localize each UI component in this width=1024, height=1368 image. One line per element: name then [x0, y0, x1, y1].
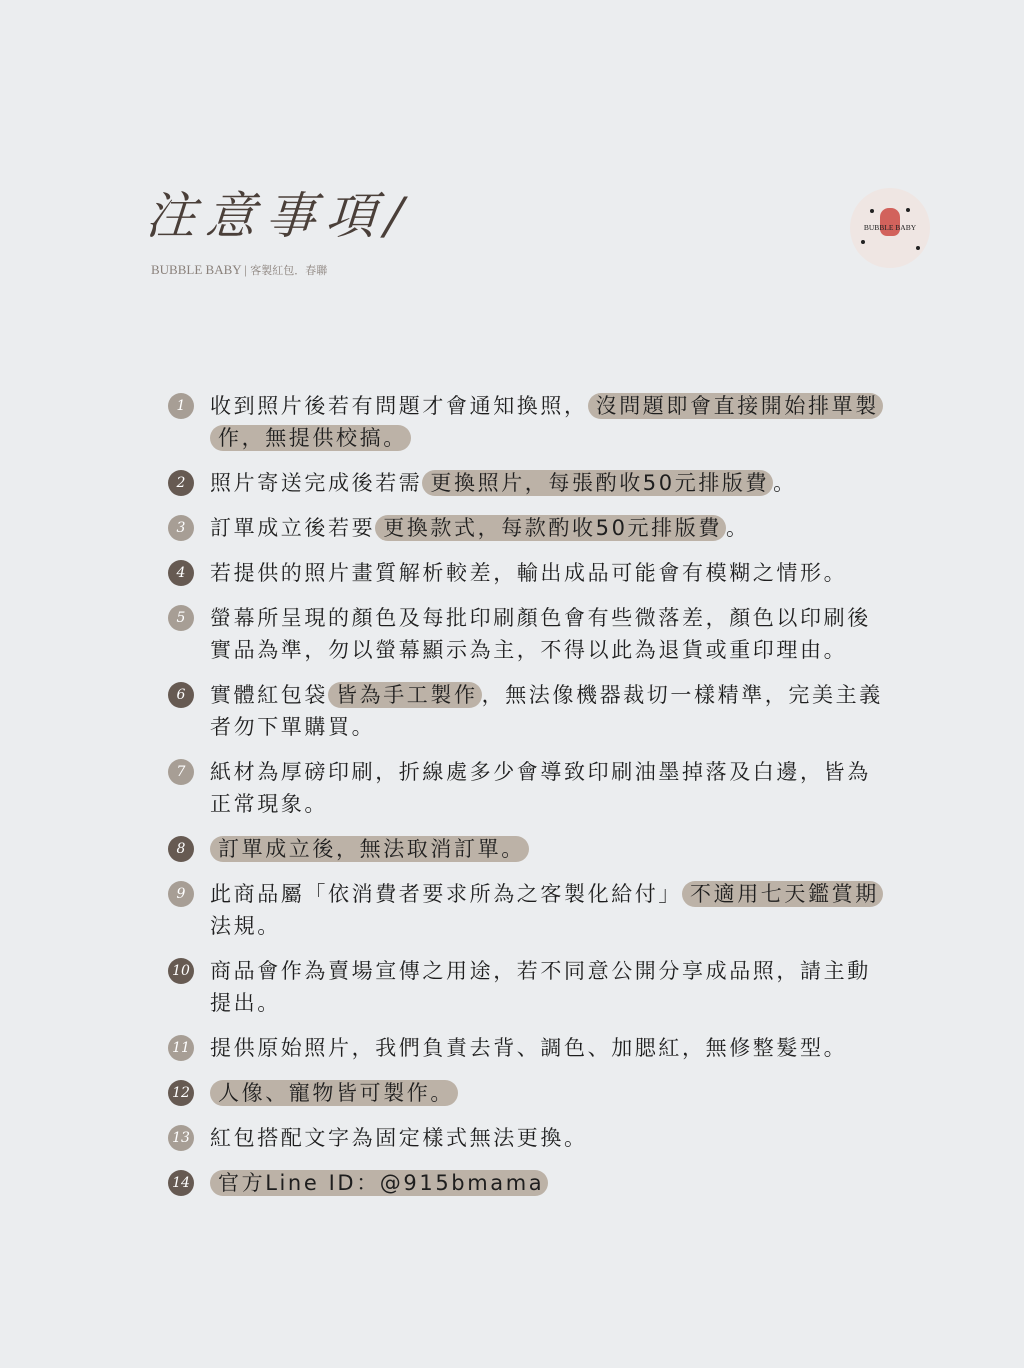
text-segment: 紅包搭配文字為固定樣式無法更換。	[210, 1126, 588, 1150]
dot-icon	[861, 240, 865, 244]
notice-item	[168, 756, 898, 820]
notice-item	[168, 679, 898, 743]
item-number-badge: 8	[168, 836, 194, 862]
item-number-badge: 3	[168, 515, 194, 541]
text-segment: 收到照片後若有問題才會通知換照，	[210, 394, 588, 418]
dot-icon	[870, 209, 874, 213]
item-text	[210, 955, 890, 1019]
item-number-badge: 4	[168, 560, 194, 586]
notice-item	[168, 1167, 898, 1199]
notice-item	[168, 557, 898, 589]
text-segment: 訂單成立後若要	[210, 516, 376, 540]
item-number-badge: 14	[168, 1170, 194, 1196]
brand-tagline: 客製紅包．春聯	[250, 264, 328, 277]
text-segment: 若提供的照片畫質解析較差，輸出成品可能會有模糊之情形。	[210, 561, 848, 585]
item-number-badge: 12	[168, 1080, 194, 1106]
item-text	[210, 1122, 890, 1154]
item-text	[210, 878, 890, 942]
page-title: 注意事項/	[143, 187, 415, 245]
notice-item	[168, 833, 898, 865]
text-segment: 提供原始照片，我們負責去背、調色、加腮紅，無修整髮型。	[210, 1036, 848, 1060]
text-segment: ，無法像機器裁切一樣精準，完美主義者勿下單購買。	[210, 683, 883, 739]
item-number-badge: 9	[168, 881, 194, 907]
brand-subtitle	[151, 262, 327, 278]
text-segment: 實體紅包袋	[210, 683, 328, 707]
dot-icon	[916, 246, 920, 250]
item-number-badge: 5	[168, 605, 194, 631]
item-text	[210, 557, 890, 589]
notice-item	[168, 467, 898, 499]
item-number-badge: 1	[168, 393, 194, 419]
logo-text: BUBBLE BABY	[863, 223, 917, 232]
item-number-badge: 2	[168, 470, 194, 496]
notice-item	[168, 602, 898, 666]
text-segment: 商品會作為賣場宣傳之用途，若不同意公開分享成品照，請主動提出。	[210, 959, 871, 1015]
notice-item	[168, 1032, 898, 1064]
item-number-badge: 10	[168, 958, 194, 984]
highlighted-text: 不適用七天鑑賞期	[682, 881, 883, 907]
text-segment: 。	[725, 516, 750, 540]
text-segment: 紙材為厚磅印刷，折線處多少會導致印刷油墨掉落及白邊，皆為正常現象。	[210, 760, 871, 816]
item-text	[210, 679, 890, 743]
item-text	[210, 390, 890, 454]
notice-item	[168, 878, 898, 942]
highlighted-text: 沒問題即會直接開始排單製作，無提供校搞。	[210, 393, 883, 451]
notice-item	[168, 955, 898, 1019]
notice-item	[168, 390, 898, 454]
notice-list	[168, 390, 898, 1212]
item-text	[210, 1167, 890, 1199]
text-segment: 照片寄送完成後若需	[210, 471, 423, 495]
item-number-badge: 7	[168, 759, 194, 785]
highlighted-text: 皆為手工製作	[328, 682, 482, 708]
subtitle-divider: |	[244, 262, 248, 277]
item-text	[210, 1032, 890, 1064]
item-text	[210, 512, 890, 544]
item-text	[210, 833, 890, 865]
notice-item	[168, 1122, 898, 1154]
item-text	[210, 756, 890, 820]
notice-item	[168, 512, 898, 544]
dot-icon	[906, 208, 910, 212]
item-text	[210, 467, 890, 499]
highlighted-text: 更換照片，每張酌收50元排版費	[422, 470, 773, 496]
text-segment: 螢幕所呈現的顏色及每批印刷顏色會有些微落差，顏色以印刷後實品為準，勿以螢幕顯示為主，不得以此為退貨或重印理由。	[210, 606, 871, 662]
highlighted-text: 人像、寵物皆可製作。	[210, 1080, 458, 1106]
item-number-badge: 13	[168, 1125, 194, 1151]
highlighted-text: 訂單成立後，無法取消訂單。	[210, 836, 529, 862]
highlighted-text: 更換款式，每款酌收50元排版費	[375, 515, 726, 541]
text-segment: 此商品屬「依消費者要求所為之客製化給付」	[210, 882, 682, 906]
text-segment: 。	[773, 471, 797, 495]
item-number-badge: 11	[168, 1035, 194, 1061]
item-text	[210, 1077, 890, 1109]
item-text	[210, 602, 890, 666]
brand-name: BUBBLE BABY	[151, 262, 242, 277]
highlighted-text: 官方Line ID：@915bmama	[210, 1170, 548, 1196]
text-segment: 法規。	[210, 914, 281, 938]
notice-item	[168, 1077, 898, 1109]
item-number-badge: 6	[168, 682, 194, 708]
brand-logo	[850, 188, 930, 268]
